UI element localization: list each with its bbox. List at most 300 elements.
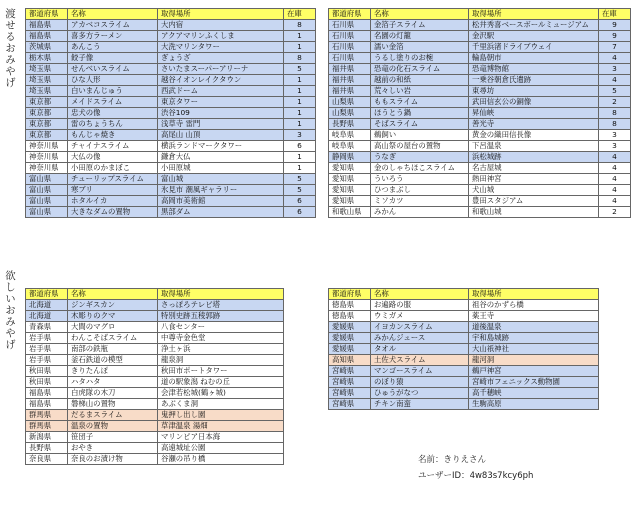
header-name: 名称 <box>68 9 158 20</box>
cell-place: 薬王寺 <box>469 311 599 322</box>
cell-place: 善光寺 <box>469 119 599 130</box>
cell-name: 小田原のかまぼこ <box>68 163 158 174</box>
cell-pref: 群馬県 <box>26 410 68 421</box>
table-row <box>26 300 284 311</box>
cell-pref: 宮崎県 <box>329 399 371 410</box>
cell-place: 豊田スタジアム <box>469 196 599 207</box>
cell-pref: 山梨県 <box>329 108 371 119</box>
cell-place: 横浜ランドマークタワー <box>158 141 284 152</box>
cell-name: マンゴースライム <box>371 366 469 377</box>
cell-place: 千里浜渚ドライブウェイ <box>469 42 599 53</box>
table-row <box>329 344 599 355</box>
table-row <box>26 31 316 42</box>
cell-pref: 宮崎県 <box>329 366 371 377</box>
cell-pref: 石川県 <box>329 53 371 64</box>
cell-place: さいたまスーパーアリーナ <box>158 64 284 75</box>
cell-stock: 1 <box>284 119 316 130</box>
cell-name: メイドスライム <box>68 97 158 108</box>
cell-pref: 神奈川県 <box>26 141 68 152</box>
cell-stock: 3 <box>284 130 316 141</box>
cell-place: 谷瀬の吊り橋 <box>158 454 284 465</box>
cell-name: イヨカンスライム <box>371 322 469 333</box>
user-name-label: 名前： <box>418 455 444 465</box>
cell-pref: 秋田県 <box>26 366 68 377</box>
cell-place: 昇仙峡 <box>469 108 599 119</box>
table-row <box>329 163 631 174</box>
cell-name: お遍路の服 <box>371 300 469 311</box>
cell-place: 道後温泉 <box>469 322 599 333</box>
cell-place: 小田原城 <box>158 163 284 174</box>
cell-pref: 富山県 <box>26 185 68 196</box>
header-pref: 都道府県 <box>26 289 68 300</box>
cell-name: ういろう <box>371 174 469 185</box>
cell-stock: 2 <box>599 207 631 218</box>
user-id-label: ユーザーID： <box>418 471 470 481</box>
cell-pref: 埼玉県 <box>26 86 68 97</box>
cell-name: 恐竜の化石スライム <box>371 64 469 75</box>
cell-place: 浅草寺 雷門 <box>158 119 284 130</box>
cell-pref: 宮崎県 <box>329 388 371 399</box>
cell-name: 磐梯山の置物 <box>68 399 158 410</box>
cell-name: 温泉の置物 <box>68 421 158 432</box>
cell-place: あぶくま洞 <box>158 399 284 410</box>
cell-name: うるし塗りのお椀 <box>371 53 469 64</box>
cell-pref: 長野県 <box>329 119 371 130</box>
cell-name: 釜石鉄道の模型 <box>68 355 158 366</box>
cell-name: もんじゃ焼き <box>68 130 158 141</box>
table-row <box>26 152 316 163</box>
table-row <box>329 119 631 130</box>
table-row <box>26 64 316 75</box>
cell-name: ハタハタ <box>68 377 158 388</box>
table-row <box>26 454 284 465</box>
cell-pref: 愛媛県 <box>329 333 371 344</box>
cell-place: 特別史跡五稜郭跡 <box>158 311 284 322</box>
cell-stock: 4 <box>599 185 631 196</box>
table-row <box>26 333 284 344</box>
table-row <box>329 97 631 108</box>
cell-name: ホタルイカ <box>68 196 158 207</box>
cell-stock: 4 <box>599 53 631 64</box>
cell-stock: 3 <box>599 130 631 141</box>
header-place: 取得場所 <box>469 289 599 300</box>
user-name-value: きりえさん <box>443 455 487 465</box>
table-row <box>26 443 284 454</box>
cell-stock: 2 <box>599 97 631 108</box>
cell-stock: 1 <box>284 75 316 86</box>
cell-pref: 群馬県 <box>26 421 68 432</box>
user-id-line <box>418 469 533 481</box>
table-row <box>26 97 316 108</box>
table-row <box>329 300 599 311</box>
cell-stock: 1 <box>284 86 316 97</box>
cell-pref: 神奈川県 <box>26 152 68 163</box>
header-row <box>26 289 284 300</box>
cell-place: マリンピア日本海 <box>158 432 284 443</box>
cell-place: 西武ドーム <box>158 86 284 97</box>
cell-place: アクアマリンふくしま <box>158 31 284 42</box>
cell-pref: 富山県 <box>26 196 68 207</box>
cell-place: 黄金の織田信長像 <box>469 130 599 141</box>
header-name: 名称 <box>371 289 469 300</box>
cell-place: 草津温泉 湯畑 <box>158 421 284 432</box>
cell-place: 八食センター <box>158 322 284 333</box>
cell-name: みかんジュース <box>371 333 469 344</box>
table-row <box>329 207 631 218</box>
cell-pref: 愛媛県 <box>329 322 371 333</box>
cell-pref: 愛知県 <box>329 196 371 207</box>
cell-name: 白虎隊の木刀 <box>68 388 158 399</box>
cell-place: 金沢駅 <box>469 31 599 42</box>
table-row <box>329 322 599 333</box>
table-row <box>329 42 631 53</box>
cell-stock: 1 <box>284 31 316 42</box>
cell-stock: 1 <box>284 97 316 108</box>
header-place: 取得場所 <box>158 289 284 300</box>
cell-pref: 東京都 <box>26 97 68 108</box>
cell-stock: 1 <box>284 108 316 119</box>
table-row <box>329 31 631 42</box>
cell-place: 富山城 <box>158 174 284 185</box>
cell-stock: 5 <box>284 64 316 75</box>
cell-place: 大山祇神社 <box>469 344 599 355</box>
table-row <box>329 130 631 141</box>
cell-pref: 秋田県 <box>26 377 68 388</box>
cell-pref: 北海道 <box>26 300 68 311</box>
cell-place: さっぽろテレビ塔 <box>158 300 284 311</box>
cell-place: 祖谷のかずら橋 <box>469 300 599 311</box>
cell-place: 松井秀喜ベースボールミュージアム <box>469 20 599 31</box>
cell-pref: 福島県 <box>26 20 68 31</box>
cell-stock: 3 <box>599 141 631 152</box>
cell-name: 鵜飼い <box>371 130 469 141</box>
table-row <box>329 377 599 388</box>
label-want-souvenirs: 欲しいおみやげ <box>4 270 16 351</box>
give-table-left <box>25 8 316 218</box>
cell-place: 高岡市美術館 <box>158 196 284 207</box>
cell-pref: 新潟県 <box>26 432 68 443</box>
cell-place: 宇和島城跡 <box>469 333 599 344</box>
cell-stock: 6 <box>284 207 316 218</box>
cell-place: 下呂温泉 <box>469 141 599 152</box>
cell-name: だるまスライム <box>68 410 158 421</box>
cell-place: 名古屋城 <box>469 163 599 174</box>
cell-place: 輪島朝市 <box>469 53 599 64</box>
cell-pref: 福島県 <box>26 31 68 42</box>
cell-name: ウミガメ <box>371 311 469 322</box>
cell-stock: 6 <box>284 141 316 152</box>
cell-place: 和歌山城 <box>469 207 599 218</box>
header-pref: 都道府県 <box>26 9 68 20</box>
cell-place: 東京タワー <box>158 97 284 108</box>
cell-name: ジンギスカン <box>68 300 158 311</box>
cell-name: 忠犬の像 <box>68 108 158 119</box>
cell-place: 秋田市ポートタワー <box>158 366 284 377</box>
table-row <box>26 108 316 119</box>
cell-stock: 4 <box>599 174 631 185</box>
cell-name: 高山祭の屋台の置物 <box>371 141 469 152</box>
table-row <box>26 207 316 218</box>
cell-pref: 愛知県 <box>329 174 371 185</box>
cell-pref: 宮崎県 <box>329 377 371 388</box>
cell-name: うなぎ <box>371 152 469 163</box>
table-row <box>329 196 631 207</box>
cell-stock: 8 <box>599 119 631 130</box>
cell-pref: 岐阜県 <box>329 141 371 152</box>
table-row <box>329 152 631 163</box>
cell-stock: 4 <box>599 196 631 207</box>
table-row <box>26 163 316 174</box>
cell-place: 鎌倉大仏 <box>158 152 284 163</box>
want-table-right <box>328 288 599 410</box>
cell-stock: 1 <box>284 42 316 53</box>
cell-name: アカベコスライム <box>68 20 158 31</box>
cell-pref: 静岡県 <box>329 152 371 163</box>
cell-pref: 東京都 <box>26 119 68 130</box>
cell-pref: 長野県 <box>26 443 68 454</box>
cell-stock: 4 <box>599 163 631 174</box>
table-row <box>26 410 284 421</box>
user-id-value: 4w83s7kcy6ph <box>469 471 534 481</box>
table-row <box>26 311 284 322</box>
cell-pref: 徳島県 <box>329 311 371 322</box>
table-row <box>329 64 631 75</box>
cell-name: 金のしゃちほこスライム <box>371 163 469 174</box>
cell-name: 越前の和紙 <box>371 75 469 86</box>
cell-name: 濡い金箔 <box>371 42 469 53</box>
table-row <box>26 53 316 64</box>
cell-name: あんこう <box>68 42 158 53</box>
cell-name: チャイナスライム <box>68 141 158 152</box>
cell-pref: 福井県 <box>329 86 371 97</box>
cell-stock: 8 <box>599 108 631 119</box>
cell-name: 餃子像 <box>68 53 158 64</box>
cell-pref: 栃木県 <box>26 53 68 64</box>
cell-stock: 6 <box>284 196 316 207</box>
cell-place: 氷見市 潮風ギャラリー <box>158 185 284 196</box>
table-row <box>26 119 316 130</box>
cell-pref: 高知県 <box>329 355 371 366</box>
header-stock: 在庫 <box>284 9 316 20</box>
table-row <box>26 185 316 196</box>
cell-name: みかん <box>371 207 469 218</box>
user-name-line <box>418 453 486 465</box>
cell-name: わんこそばスライム <box>68 333 158 344</box>
table-row <box>26 42 316 53</box>
cell-pref: 神奈川県 <box>26 163 68 174</box>
header-stock: 在庫 <box>599 9 631 20</box>
cell-pref: 埼玉県 <box>26 75 68 86</box>
cell-name: チキン南蛮 <box>371 399 469 410</box>
cell-name: のぼり猿 <box>371 377 469 388</box>
cell-name: 大仏の像 <box>68 152 158 163</box>
cell-name: 名園の灯籠 <box>371 31 469 42</box>
cell-name: ミソカツ <box>371 196 469 207</box>
table-row <box>26 196 316 207</box>
cell-pref: 石川県 <box>329 42 371 53</box>
table-row <box>329 185 631 196</box>
table-row <box>26 130 316 141</box>
table-row <box>329 86 631 97</box>
cell-stock: 9 <box>599 31 631 42</box>
header-name: 名称 <box>371 9 469 20</box>
cell-pref: 山梨県 <box>329 97 371 108</box>
cell-pref: 岐阜県 <box>329 130 371 141</box>
table-row <box>329 366 599 377</box>
cell-pref: 石川県 <box>329 31 371 42</box>
cell-stock: 1 <box>284 152 316 163</box>
table-row <box>329 399 599 410</box>
cell-place: 浜松城跡 <box>469 152 599 163</box>
cell-name: 荒々しい岩 <box>371 86 469 97</box>
cell-pref: 福島県 <box>26 388 68 399</box>
cell-place: 武田信玄公の銅像 <box>469 97 599 108</box>
header-pref: 都道府県 <box>329 289 371 300</box>
cell-name: 白いまんじゅう <box>68 86 158 97</box>
table-row <box>26 377 284 388</box>
cell-place: 高尾山 山頂 <box>158 130 284 141</box>
cell-name: きりたんぽ <box>68 366 158 377</box>
cell-place: 東尋坊 <box>469 86 599 97</box>
header-pref: 都道府県 <box>329 9 371 20</box>
cell-place: 会津若松城(鶴ヶ城) <box>158 388 284 399</box>
cell-stock: 8 <box>284 53 316 64</box>
table-row <box>26 399 284 410</box>
cell-place: 鬼押し出し園 <box>158 410 284 421</box>
cell-name: おやき <box>68 443 158 454</box>
table-row <box>329 141 631 152</box>
cell-name: 奈良のお漬け物 <box>68 454 158 465</box>
cell-place: 宮崎市フェニックス動物園 <box>469 377 599 388</box>
table-row <box>26 174 316 185</box>
table-row <box>26 322 284 333</box>
cell-stock: 5 <box>599 86 631 97</box>
cell-pref: 東京都 <box>26 130 68 141</box>
cell-name: 雷のちょうちん <box>68 119 158 130</box>
cell-name: 笹団子 <box>68 432 158 443</box>
cell-stock: 4 <box>599 152 631 163</box>
cell-place: 犬山城 <box>469 185 599 196</box>
cell-name: 喜多方ラーメン <box>68 31 158 42</box>
cell-pref: 岩手県 <box>26 344 68 355</box>
cell-place: 高遠城址公園 <box>158 443 284 454</box>
cell-place: 浄土ヶ浜 <box>158 344 284 355</box>
table-row <box>329 174 631 185</box>
cell-name: 寒ブリ <box>68 185 158 196</box>
table-row <box>26 86 316 97</box>
cell-stock: 9 <box>599 20 631 31</box>
cell-name: 大間のマグロ <box>68 322 158 333</box>
header-row <box>329 9 631 20</box>
cell-pref: 奈良県 <box>26 454 68 465</box>
cell-name: 南部の鉄瓶 <box>68 344 158 355</box>
table-row <box>26 355 284 366</box>
table-row <box>26 421 284 432</box>
label-give-souvenirs: 渡せるおみやげ <box>4 8 16 89</box>
cell-pref: 愛知県 <box>329 185 371 196</box>
cell-name: そばスライム <box>371 119 469 130</box>
cell-pref: 和歌山県 <box>329 207 371 218</box>
cell-pref: 福井県 <box>329 64 371 75</box>
cell-name: ひゅうがなつ <box>371 388 469 399</box>
cell-place: 渋谷109 <box>158 108 284 119</box>
cell-name: 金箔子スライム <box>371 20 469 31</box>
cell-place: 龍泉洞 <box>158 355 284 366</box>
cell-place: 熱田神宮 <box>469 174 599 185</box>
cell-pref: 石川県 <box>329 20 371 31</box>
cell-place: 鵜戸神宮 <box>469 366 599 377</box>
cell-place: 龍河洞 <box>469 355 599 366</box>
table-row <box>26 366 284 377</box>
header-place: 取得場所 <box>469 9 599 20</box>
table-row <box>26 388 284 399</box>
table-row <box>329 388 599 399</box>
table-row <box>329 75 631 86</box>
cell-name: 土佐犬スライム <box>371 355 469 366</box>
header-name: 名称 <box>68 289 158 300</box>
table-row <box>329 333 599 344</box>
cell-name: ひな人形 <box>68 75 158 86</box>
cell-name: タオル <box>371 344 469 355</box>
table-row <box>329 108 631 119</box>
table-row <box>26 432 284 443</box>
cell-pref: 青森県 <box>26 322 68 333</box>
cell-place: ぎょうざ <box>158 53 284 64</box>
cell-stock: 4 <box>599 75 631 86</box>
cell-name: ほうとう鍋 <box>371 108 469 119</box>
cell-pref: 埼玉県 <box>26 64 68 75</box>
cell-pref: 徳島県 <box>329 300 371 311</box>
cell-stock: 5 <box>284 174 316 185</box>
cell-pref: 岩手県 <box>26 355 68 366</box>
table-row <box>26 141 316 152</box>
cell-name: 木彫りのクマ <box>68 311 158 322</box>
cell-place: 高千穂峡 <box>469 388 599 399</box>
table-row <box>329 311 599 322</box>
table-row <box>329 355 599 366</box>
cell-name: 大きなダムの置物 <box>68 207 158 218</box>
cell-stock: 5 <box>284 185 316 196</box>
table-row <box>26 75 316 86</box>
table-row <box>329 20 631 31</box>
cell-place: 大洗マリンタワー <box>158 42 284 53</box>
cell-stock: 7 <box>599 42 631 53</box>
cell-pref: 福島県 <box>26 399 68 410</box>
cell-pref: 富山県 <box>26 207 68 218</box>
cell-place: 越谷イオンレイクタウン <box>158 75 284 86</box>
want-table-left <box>25 288 284 465</box>
cell-pref: 富山県 <box>26 174 68 185</box>
cell-name: せんべいスライム <box>68 64 158 75</box>
cell-stock: 1 <box>284 163 316 174</box>
cell-place: 恐竜博物館 <box>469 64 599 75</box>
cell-pref: 愛知県 <box>329 163 371 174</box>
give-table-right <box>328 8 631 218</box>
table-row <box>26 20 316 31</box>
cell-place: 道の駅象潟 ねむの丘 <box>158 377 284 388</box>
table-row <box>329 53 631 64</box>
cell-place: 一乗谷朝倉氏遺跡 <box>469 75 599 86</box>
cell-stock: 3 <box>599 64 631 75</box>
cell-name: チューリップスライム <box>68 174 158 185</box>
cell-place: 生駒高原 <box>469 399 599 410</box>
cell-stock: 8 <box>284 20 316 31</box>
cell-place: 中尊寺金色堂 <box>158 333 284 344</box>
header-place: 取得場所 <box>158 9 284 20</box>
cell-pref: 愛媛県 <box>329 344 371 355</box>
cell-pref: 茨城県 <box>26 42 68 53</box>
header-row <box>26 9 316 20</box>
